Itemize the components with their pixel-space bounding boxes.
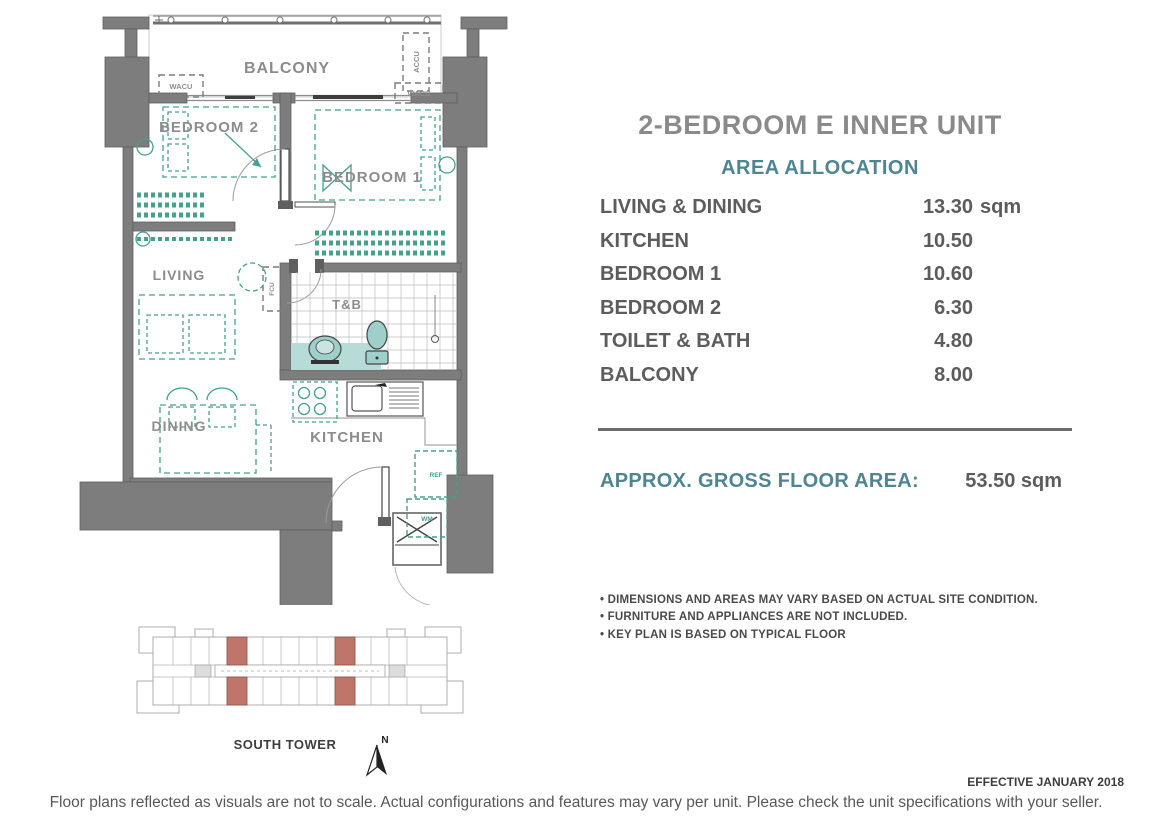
label-dining: DINING [151, 418, 207, 434]
north-arrow-icon [367, 735, 389, 775]
core-left [195, 665, 211, 677]
utility-shaft [393, 513, 441, 565]
row-label: BEDROOM 2 [600, 296, 722, 319]
label-kitchen: KITCHEN [310, 429, 384, 446]
row-value: 8.00 [934, 363, 973, 386]
row-value: 10.50 [922, 229, 973, 252]
row-label: KITCHEN [600, 229, 689, 252]
balcony-windows [187, 95, 411, 101]
label-bedroom1: BEDROOM 1 [322, 169, 422, 186]
table-row [600, 364, 1025, 398]
gross-value: 53.50 sqm [965, 470, 1062, 492]
note-item: • KEY PLAN IS BASED ON TYPICAL FLOOR [600, 628, 846, 641]
table-row [600, 297, 1025, 331]
area-allocation-table [600, 196, 1025, 397]
living-furniture [136, 232, 266, 359]
table-row [600, 230, 1025, 264]
unit-floor-plan [75, 5, 540, 605]
kitchen-sink [347, 382, 423, 416]
north-label: N [381, 735, 389, 746]
label-ref: REF [429, 472, 443, 479]
label-accu: ACCU [412, 51, 421, 73]
area-allocation-heading: AREA ALLOCATION [721, 157, 919, 179]
core-right [389, 665, 405, 677]
label-bedroom2: BEDROOM 2 [159, 119, 259, 136]
effective-date: EFFECTIVE JANUARY 2018 [967, 775, 1124, 789]
row-label: BEDROOM 1 [600, 263, 722, 285]
row-unit: sqm [980, 196, 1022, 218]
footer-disclaimer: Floor plans reflected as visuals are not to scale. Actual configurations and features may vary per unit. Please check the unit specifications with your seller. [49, 794, 1103, 811]
label-balcony: BALCONY [243, 60, 331, 77]
row-label: LIVING & DINING [600, 196, 763, 218]
row-label: TOILET & BATH [600, 330, 751, 352]
table-row [600, 196, 1025, 230]
shower-drain [432, 295, 439, 343]
label-wm: WM [421, 516, 433, 523]
row-value: 6.30 [934, 296, 973, 319]
table-row [600, 263, 1025, 297]
note-item: • DIMENSIONS AND AREAS MAY VARY BASED ON ACTUAL SITE CONDITION. [600, 594, 1038, 606]
label-tb: T&B [332, 297, 362, 312]
balcony-railing [149, 15, 441, 97]
page-title: 2-BEDROOM E INNER UNIT [638, 110, 1002, 140]
table-divider [598, 428, 1072, 431]
label-living: LIVING [152, 267, 206, 283]
label-fcu: FCU [269, 282, 276, 296]
toilet [366, 321, 388, 364]
key-plan [135, 615, 465, 785]
row-value: 10.60 [922, 263, 973, 285]
gross-label: APPROX. GROSS FLOOR AREA: [600, 470, 920, 492]
gross-floor-area-row [600, 470, 1062, 493]
label-wacu-left: WACU [169, 82, 193, 91]
label-wacu-right: WACU [407, 89, 431, 98]
tower-label: SOUTH TOWER [233, 737, 337, 752]
stove [293, 382, 337, 422]
table-row [600, 330, 1025, 364]
row-label: BALCONY [600, 363, 699, 386]
notes-list [600, 592, 1100, 644]
row-value: 13.30 [922, 196, 973, 218]
note-item: • FURNITURE AND APPLIANCES ARE NOT INCLUDED. [600, 611, 908, 624]
row-value: 4.80 [934, 330, 973, 352]
